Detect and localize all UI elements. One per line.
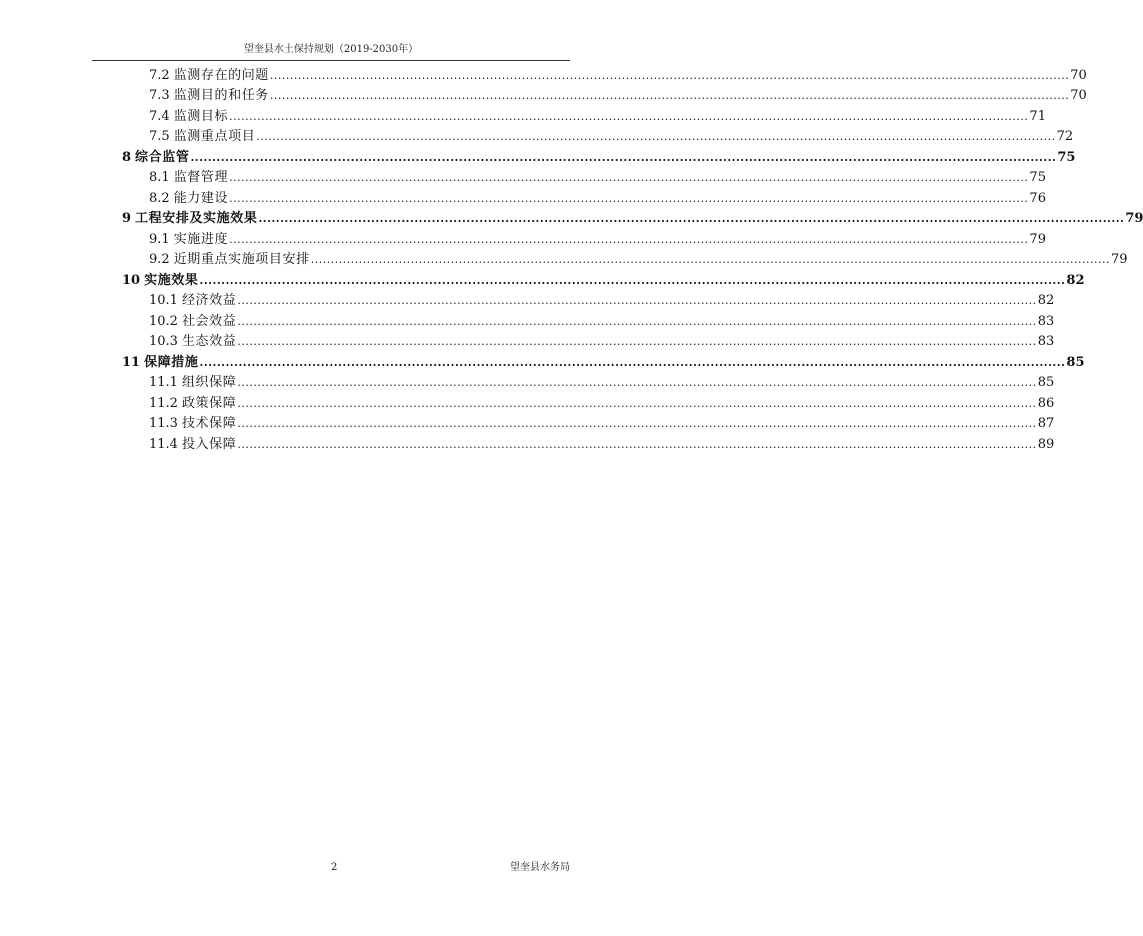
toc-section-entry[interactable] [92,248,1128,269]
toc-chapter-entry[interactable] [92,145,1076,166]
toc-dot-leader: ........................................................................................................................................................................................................ [237,437,1037,451]
toc-section-entry[interactable] [92,309,1055,330]
toc-page-number: 82 [1037,293,1055,308]
toc-entry-number: 9 [122,211,132,226]
header-rule [92,60,570,61]
toc-entry-number: 9.1 [149,231,170,247]
toc-entry-label: 生态效益 [181,334,237,349]
footer-organization: 望奎县水务局 [510,862,570,873]
toc-entry-label: 近期重点实施项目安排 [173,252,310,267]
toc-entry-title [149,416,236,432]
toc-entry-label: 经济效益 [181,293,237,308]
toc-entry-number: 9.2 [149,252,170,267]
toc-entry-number: 7.5 [149,129,170,144]
toc-entry-title [149,396,236,412]
toc-entry-title [149,68,269,84]
toc-entry-label: 工程安排及实施效果 [135,211,258,226]
toc-page-number: 79 [1029,231,1046,247]
toc-page-number: 82 [1066,272,1085,288]
toc-page-number: 75 [1057,149,1076,165]
toc-entry-title [149,129,255,145]
toc-section-entry[interactable] [92,371,1055,392]
toc-entry-label: 社会效益 [181,313,237,329]
toc-dot-leader: ........................................................................................................................................................................................................ [269,68,1070,82]
toc-entry-title [149,170,228,186]
toc-entry-number: 11.4 [149,436,178,452]
toc-dot-leader: ........................................................................................................................................................................................................ [199,355,1066,369]
toc-entry-number: 10.2 [149,313,178,329]
toc-page-number: 79 [1125,211,1143,226]
toc-entry-label: 监测目的和任务 [173,88,269,103]
toc-page-number: 75 [1029,170,1046,185]
toc-entry-title [122,355,199,371]
toc-entry-label: 监测目标 [173,108,229,124]
toc-section-entry[interactable] [92,104,1046,125]
toc-section-entry[interactable] [92,289,1055,310]
toc-entry-title [149,109,228,125]
toc-page-number: 85 [1037,375,1055,390]
toc-dot-leader: ........................................................................................................................................................................................................ [229,171,1029,184]
toc-section-entry[interactable] [92,166,1046,187]
toc-page-number: 70 [1070,67,1087,83]
toc-page-number: 83 [1037,334,1055,349]
toc-entry-number: 7.4 [149,108,170,124]
toc-section-entry[interactable] [92,391,1055,412]
toc-entry-label: 监督管理 [173,170,229,185]
toc-entry-number: 8.1 [149,170,170,185]
toc-dot-leader: ........................................................................................................................................................................................................ [256,130,1056,143]
toc-section-entry[interactable] [92,84,1087,105]
toc-dot-leader: ........................................................................................................................................................................................................ [237,417,1037,430]
toc-entry-label: 技术保障 [181,416,237,431]
footer-page-number: 2 [331,862,338,873]
toc-page-number: 87 [1037,416,1055,431]
toc-entry-number: 11.2 [149,395,178,411]
toc-dot-leader: ........................................................................................................................................................................................................ [237,376,1037,389]
toc-section-entry[interactable] [92,125,1074,146]
toc-entry-label: 能力建设 [173,190,229,206]
toc-dot-leader: ........................................................................................................................................................................................................ [258,212,1125,225]
toc-entry-title [122,273,199,289]
toc-page-number: 79 [1111,252,1128,267]
toc-page-number: 72 [1056,129,1074,144]
toc-section-entry[interactable] [92,330,1055,351]
table-of-contents [92,63,1143,453]
toc-section-entry[interactable] [92,186,1046,207]
toc-chapter-entry[interactable] [92,207,1143,228]
toc-chapter-entry[interactable] [92,268,1085,289]
toc-entry-title [149,252,310,268]
toc-entry-number: 11.3 [149,416,178,431]
toc-entry-title [149,334,236,350]
toc-entry-number: 10.1 [149,293,178,308]
toc-page-number: 70 [1070,88,1087,103]
toc-entry-label: 组织保障 [181,375,237,390]
toc-entry-number: 11 [122,354,141,370]
toc-page-number: 85 [1066,354,1085,370]
toc-page-number: 89 [1037,436,1055,452]
toc-page-number: 76 [1029,190,1046,206]
toc-entry-title [149,191,228,207]
toc-entry-label: 监测存在的问题 [173,67,269,83]
toc-chapter-entry[interactable] [92,350,1085,371]
toc-entry-title [149,314,236,330]
toc-entry-number: 8.2 [149,190,170,206]
toc-entry-title [149,437,236,453]
toc-entry-title [149,232,228,248]
toc-entry-label: 监测重点项目 [173,129,256,144]
toc-entry-title [149,375,236,391]
toc-entry-title [122,150,189,166]
toc-entry-number: 11.1 [149,375,178,390]
toc-section-entry[interactable] [92,412,1055,433]
toc-entry-number: 8 [122,149,132,165]
toc-dot-leader: ........................................................................................................................................................................................................ [269,89,1070,102]
toc-entry-title [122,211,257,227]
toc-entry-label: 保障措施 [144,354,199,370]
toc-dot-leader: ........................................................................................................................................................................................................ [237,335,1037,348]
running-header: 望奎县水土保持规划（2019-2030年） [243,44,419,55]
toc-entry-label: 实施进度 [173,231,229,247]
toc-page-number: 83 [1037,313,1055,329]
toc-entry-label: 实施效果 [144,272,199,288]
toc-entry-number: 10.3 [149,334,178,349]
toc-dot-leader: ........................................................................................................................................................................................................ [229,191,1029,205]
toc-entry-title [149,293,236,309]
toc-entry-title [149,88,269,104]
toc-dot-leader: ........................................................................................................................................................................................................ [190,150,1057,164]
toc-entry-label: 政策保障 [181,395,237,411]
toc-section-entry[interactable] [92,227,1046,248]
toc-entry-number: 7.2 [149,67,170,83]
toc-dot-leader: ........................................................................................................................................................................................................ [229,109,1029,123]
toc-page-number: 86 [1037,395,1055,411]
toc-entry-label: 投入保障 [181,436,237,452]
toc-dot-leader: ........................................................................................................................................................................................................ [229,232,1029,246]
toc-dot-leader: ........................................................................................................................................................................................................ [199,273,1066,287]
toc-dot-leader: ........................................................................................................................................................................................................ [310,253,1111,266]
toc-section-entry[interactable] [92,63,1087,84]
toc-dot-leader: ........................................................................................................................................................................................................ [237,396,1037,410]
toc-entry-number: 7.3 [149,88,170,103]
toc-page-number: 71 [1029,108,1046,124]
toc-dot-leader: ........................................................................................................................................................................................................ [237,294,1037,307]
toc-entry-label: 综合监管 [135,149,190,165]
toc-section-entry[interactable] [92,432,1055,453]
toc-entry-number: 10 [122,272,141,288]
toc-dot-leader: ........................................................................................................................................................................................................ [237,314,1037,328]
